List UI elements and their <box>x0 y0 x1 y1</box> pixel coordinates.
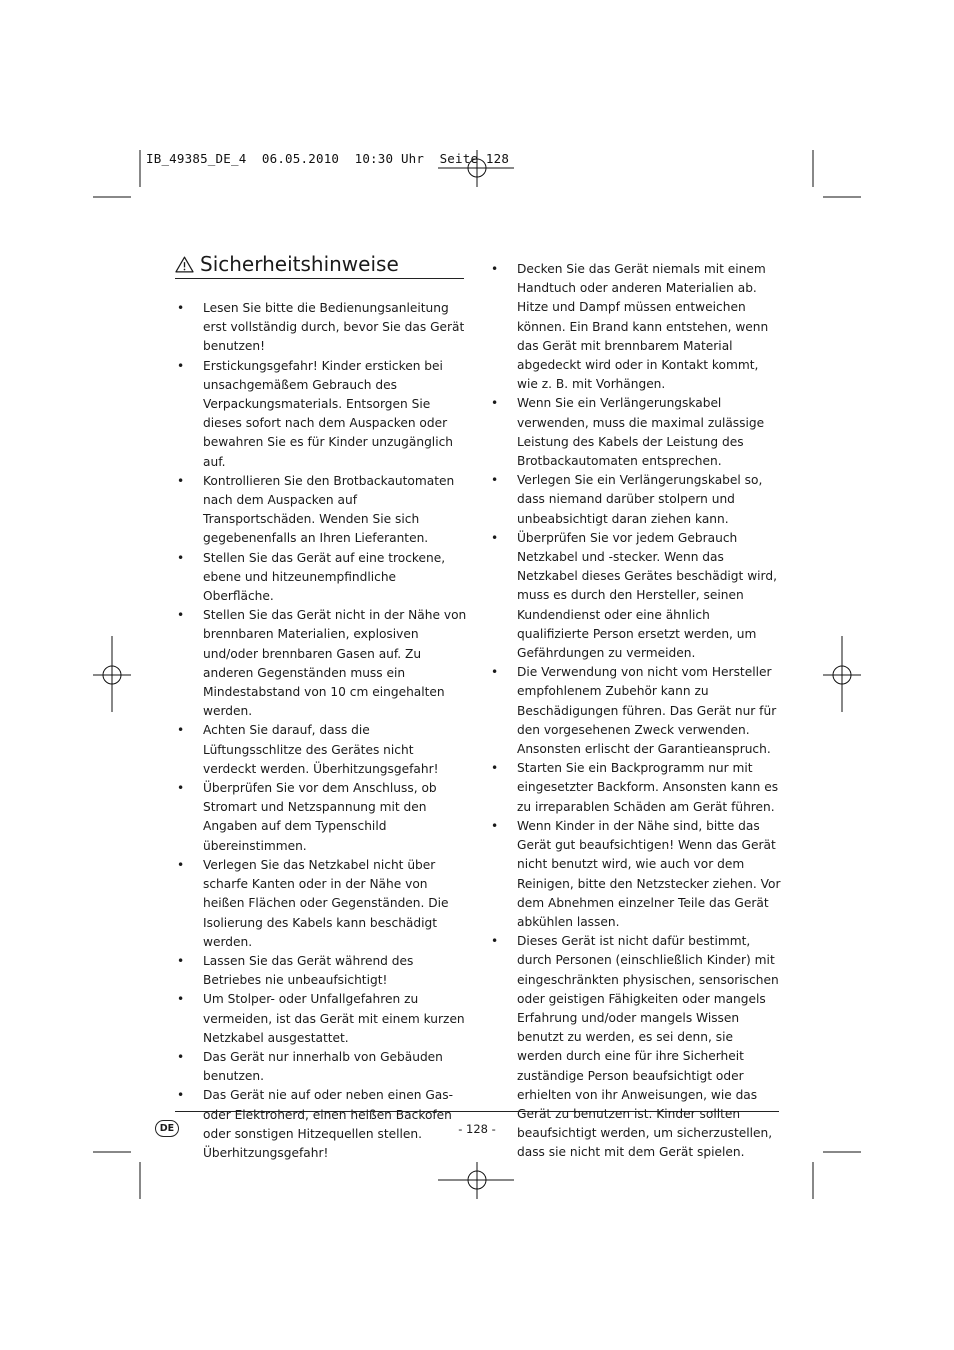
list-item: • Lassen Sie das Gerät während des Betriebes nie unbeaufsichtigt! <box>175 952 467 990</box>
list-item: • Verlegen Sie das Netzkabel nicht über scharfe Kanten oder in der Nähe von heißen Flächen oder Gegenständen. Die Isolierung des Kabels kann beschädigt werden. <box>175 856 467 952</box>
list-item: • Überprüfen Sie vor dem Anschluss, ob Stromart und Netzspannung mit den Angaben auf dem Typenschild übereinstimmen. <box>175 779 467 856</box>
list-item: • Das Gerät nie auf oder neben einen Gas- oder Elektroherd, einen heißen Backofen oder sonstigen Hitzequellen stellen. Überhitzungsgefahr! <box>175 1086 467 1163</box>
list-item: • Decken Sie das Gerät niemals mit einem Handtuch oder anderen Materialien ab. Hitze und Dampf müssen entweichen können. Ein Brand kann entstehen, wenn das Gerät mit brennbarem Material abgedeckt wird oder in Kontakt kommt, wie z. B. mit Vorhängen. <box>489 260 781 394</box>
crop-mark-icon <box>813 150 861 197</box>
list-item: • Verlegen Sie ein Verlängerungskabel so, dass niemand darüber stolpern und unbeabsichtigt daran ziehen kann. <box>489 471 781 529</box>
list-item: • Wenn Kinder in der Nähe sind, bitte das Gerät gut beaufsichtigen! Wenn das Gerät nicht benutzt wird, wie auch vor dem Reinigen, bitte den Netzstecker ziehen. Vor dem Abnehmen einzelner Teile das Gerät abkühlen lassen. <box>489 817 781 932</box>
safety-list-left <box>175 299 467 1163</box>
list-item: • Erstickungsgefahr! Kinder ersticken bei unsachgemäßem Gebrauch des Verpackungsmaterials. Entsorgen Sie dieses sofort nach dem Auspacken oder bewahren Sie es für Kinder unzugänglich auf. <box>175 357 467 472</box>
list-item: • Achten Sie darauf, dass die Lüftungsschlitze des Gerätes nicht verdeckt werden. Überhitzungsgefahr! <box>175 721 467 779</box>
list-item: • Stellen Sie das Gerät nicht in der Nähe von brennbaren Materialien, explosiven und/oder brennbaren Gasen auf. Zu anderen Gegenständen muss ein Mindestabstand von 10 cm eingehalten werden. <box>175 606 467 721</box>
list-item: • Dieses Gerät ist nicht dafür bestimmt, durch Personen (einschließlich Kinder) mit eingeschränkten physischen, sensorischen oder geistigen Fähigkeiten oder mangels Erfahrung und/oder mangels Wissen benutzt zu werden, es sei denn, sie werden durch eine für ihre Sicherheit zuständige Person beaufsichtigt oder erhielten von ihr Anweisungen, wie das Gerät zu benutzen ist. Kinder sollten beaufsichtigt werden, um sicherzustellen, dass sie nicht mit dem Gerät spielen. <box>489 932 781 1162</box>
registration-mark-icon <box>438 150 514 187</box>
registration-mark-icon <box>93 636 131 712</box>
list-item: • Kontrollieren Sie den Brotbackautomaten nach dem Auspacken auf Transportschäden. Wenden Sie sich gegebenenfalls an Ihren Lieferanten. <box>175 472 467 549</box>
section-heading <box>175 252 464 279</box>
crop-mark-icon <box>93 150 140 197</box>
print-slug: IB_49385_DE_4 06.05.2010 10:30 Uhr Seite 128 <box>146 151 510 166</box>
page-title: Sicherheitshinweise <box>200 252 399 276</box>
list-item: • Wenn Sie ein Verlängerungskabel verwenden, muss die maximal zulässige Leistung des Kabels der Leistung des Brotbackautomaten entsprechen. <box>489 394 781 471</box>
list-item: • Das Gerät nur innerhalb von Gebäuden benutzen. <box>175 1048 467 1086</box>
list-item: • Stellen Sie das Gerät auf eine trockene, ebene und hitzeunempfindliche Oberfläche. <box>175 549 467 607</box>
list-item: • Lesen Sie bitte die Bedienungsanleitung erst vollständig durch, bevor Sie das Gerät benutzen! <box>175 299 467 357</box>
warning-triangle-icon <box>175 256 194 273</box>
footer-divider <box>175 1111 779 1112</box>
list-item: • Überprüfen Sie vor jedem Gebrauch Netzkabel und -stecker. Wenn das Netzkabel dieses Gerätes beschädigt wird, muss es durch den Hersteller, seinen Kundendienst oder eine ähnlich qualifizierte Person ersetzt werden, um Gefährdungen zu vermeiden. <box>489 529 781 663</box>
crop-mark-icon <box>813 1152 861 1199</box>
page-number: - 128 - <box>458 1122 496 1136</box>
list-item: • Die Verwendung von nicht vom Hersteller empfohlenem Zubehör kann zu Beschädigungen führen. Das Gerät nur für den vorgesehenen Zweck verwenden. Ansonsten erlischt der Garantieanspruch. <box>489 663 781 759</box>
list-item: • Starten Sie ein Backprogramm nur mit eingesetzter Backform. Ansonsten kann es zu irreparablen Schäden am Gerät führen. <box>489 759 781 817</box>
registration-mark-icon <box>823 636 861 712</box>
language-badge: DE <box>155 1120 179 1137</box>
registration-mark-icon <box>438 1162 514 1199</box>
crop-mark-icon <box>93 1152 140 1199</box>
list-item: • Um Stolper- oder Unfallgefahren zu vermeiden, ist das Gerät mit einem kurzen Netzkabel ausgestattet. <box>175 990 467 1048</box>
safety-list-right <box>489 260 781 1163</box>
